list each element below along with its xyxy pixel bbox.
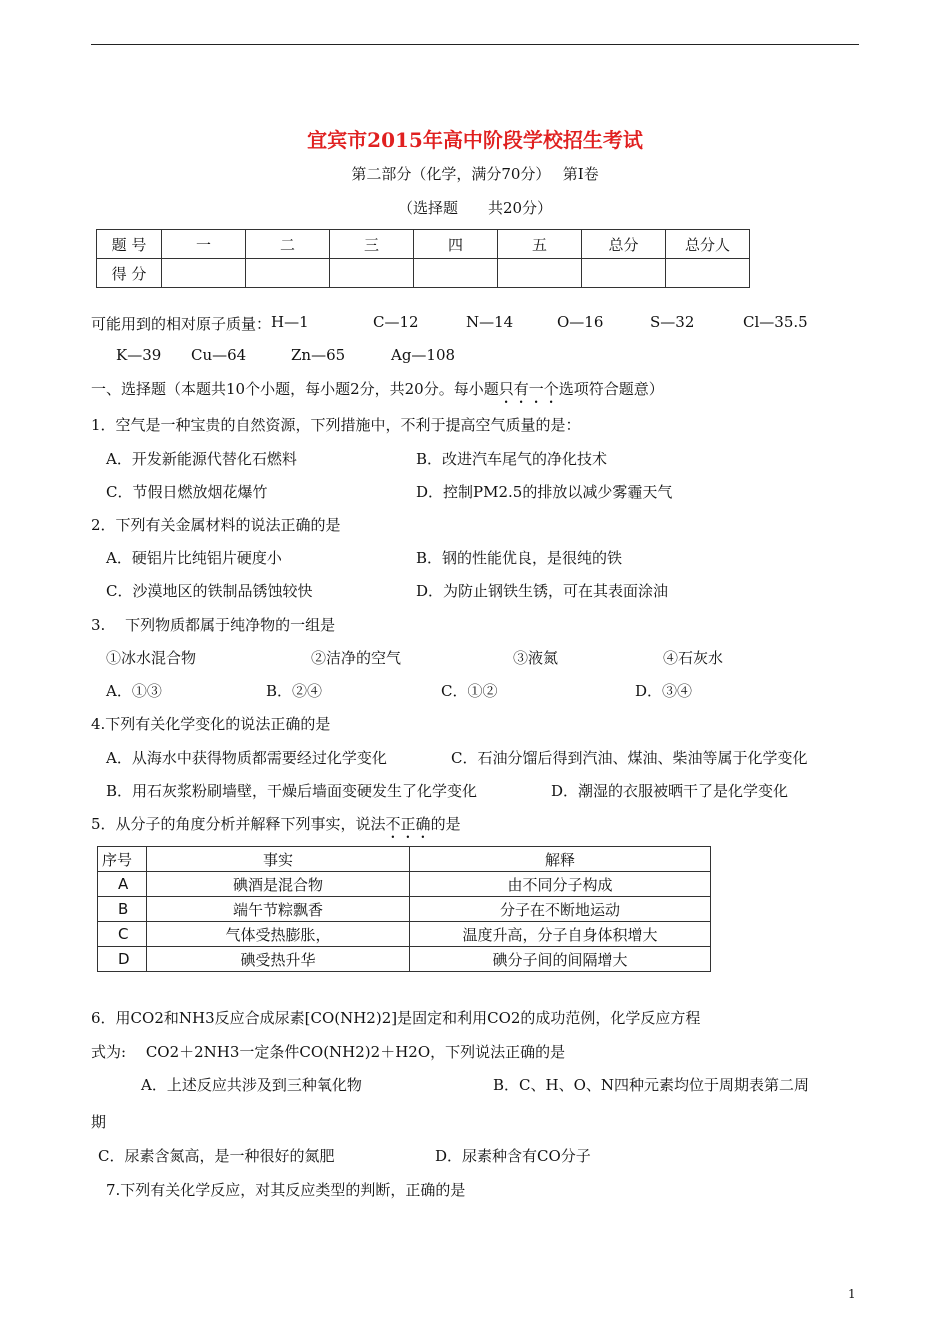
q6-stem-line2: 式为: CO2＋2NH3一定条件CO(NH2)2＋H2O，下列说法正确的是 [91, 1043, 566, 1061]
page-number: 1 [848, 1287, 856, 1301]
q2-stem: 2．下列有关金属材料的说法正确的是 [91, 516, 341, 534]
atomic-mass-c: C—12 [373, 313, 419, 331]
q5-row-seq: D [98, 947, 147, 972]
q1-option-c: C．节假日燃放烟花爆竹 [106, 483, 268, 501]
q3-option-b: B．②④ [266, 682, 323, 700]
q6-stem-line1: 6．用CO2和NH3反应合成尿素[CO(NH2)2]是固定和利用CO2的成功范例，化学反应方程 [91, 1009, 701, 1027]
q5-table [97, 846, 711, 972]
q3-option-c: C．①② [441, 682, 498, 700]
q5-header-fact: 事实 [147, 847, 410, 872]
atomic-mass-cl: Cl—35.5 [743, 313, 808, 331]
section-heading [91, 378, 664, 407]
score-table [96, 229, 750, 288]
q6-option-b-continued: 期 [91, 1113, 107, 1131]
score-cell-total: 总分 [582, 230, 666, 259]
score-cell-grader: 总分人 [666, 230, 750, 259]
q4-option-c: C．石油分馏后得到汽油、煤油、柴油等属于化学变化 [451, 749, 808, 767]
q5-table-header [98, 847, 711, 872]
q6-option-b: B．C、H、O、N四种元素均位于周期表第二周 [493, 1076, 810, 1094]
q2-option-d: D．为防止钢铁生锈，可在其表面涂油 [416, 582, 669, 600]
q3-item-2: ②洁净的空气 [311, 649, 402, 667]
q5-row-seq: C [98, 922, 147, 947]
atomic-mass-zn: Zn—65 [291, 346, 346, 364]
q4-stem: 4.下列有关化学变化的说法正确的是 [91, 715, 331, 733]
q2-option-b: B．钢的性能优良，是很纯的铁 [416, 549, 623, 567]
score-cell-2: 二 [246, 230, 330, 259]
q5-row-fact: 碘受热升华 [147, 947, 410, 972]
q5-row-seq: A [98, 872, 147, 897]
atomic-mass-cu: Cu—64 [191, 346, 247, 364]
q5-stem-text-end: 的是 [430, 815, 461, 833]
q6-option-c: C．尿素含氮高，是一种很好的氮肥 [98, 1147, 335, 1165]
atomic-mass-n: N—14 [466, 313, 514, 331]
q5-row-fact: 气体受热膨胀， [147, 922, 410, 947]
q5-table-row [98, 897, 711, 922]
atomic-mass-o: O—16 [557, 313, 604, 331]
atomic-mass-k: K—39 [116, 346, 162, 364]
score-cell-label: 题 号 [97, 230, 162, 259]
q5-row-seq: B [98, 897, 147, 922]
q3-option-a: A．①③ [106, 682, 162, 700]
q4-option-d: D．潮湿的衣服被晒干了是化学变化 [551, 782, 789, 800]
score-blank [414, 259, 498, 288]
q3-item-1: ①冰水混合物 [106, 649, 197, 667]
score-blank [582, 259, 666, 288]
atomic-mass-label: 可能用到的相对原子质量： [91, 315, 272, 333]
score-value-row [97, 259, 750, 288]
q5-table-row [98, 922, 711, 947]
q5-table-row [98, 872, 711, 897]
score-cell-3: 三 [330, 230, 414, 259]
q3-stem: 3. 下列物质都属于纯净物的一组是 [91, 616, 336, 634]
q1-option-a: A．开发新能源代替化石燃料 [106, 450, 297, 468]
score-header-row [97, 230, 750, 259]
section-heading-text: 一、选择题（本题共10个小题，每小题2分，共20分。每小题 [91, 380, 499, 398]
score-blank [162, 259, 246, 288]
q5-stem-text: 5．从分子的角度分析并解释下列事实，说法 [91, 815, 386, 833]
q5-table-row [98, 947, 711, 972]
q3-item-3: ③液氮 [513, 649, 559, 667]
top-rule [91, 44, 859, 45]
q1-option-b: B．改进汽车尾气的净化技术 [416, 450, 608, 468]
exam-title: 宜宾市2015年高中阶段学校招生考试 [307, 128, 643, 152]
score-blank [330, 259, 414, 288]
q5-header-seq: 序号 [98, 847, 147, 872]
q6-option-d: D．尿素种含有CO分子 [435, 1147, 591, 1165]
q5-row-fact: 端午节粽飘香 [147, 897, 410, 922]
q5-row-fact: 碘酒是混合物 [147, 872, 410, 897]
q6-option-a: A．上述反应共涉及到三种氧化物 [141, 1076, 362, 1094]
q5-stem-emphasis: 不正确 [385, 815, 431, 833]
atomic-mass-h: H—1 [271, 313, 309, 331]
q5-stem [91, 813, 461, 842]
score-cell-5: 五 [498, 230, 582, 259]
q3-option-d: D．③④ [635, 682, 693, 700]
atomic-mass-ag: Ag—108 [391, 346, 456, 364]
score-row-label: 得 分 [97, 259, 162, 288]
q4-option-a: A．从海水中获得物质都需要经过化学变化 [106, 749, 387, 767]
score-blank [666, 259, 750, 288]
q1-option-d: D．控制PM2.5的排放以减少雾霾天气 [416, 483, 673, 501]
section-info: （选择题 共20分） [397, 199, 553, 217]
score-cell-4: 四 [414, 230, 498, 259]
q2-option-c: C．沙漠地区的铁制品锈蚀较快 [106, 582, 313, 600]
q5-row-explain: 由不同分子构成 [410, 872, 711, 897]
score-cell-1: 一 [162, 230, 246, 259]
q5-row-explain: 分子在不断地运动 [410, 897, 711, 922]
q5-row-explain: 碘分子间的间隔增大 [410, 947, 711, 972]
exam-subtitle: 第二部分（化学，满分70分） 第Ⅰ卷 [351, 165, 599, 183]
score-blank [246, 259, 330, 288]
section-heading-text-end: 选项符合题意） [558, 380, 664, 398]
q3-item-4: ④石灰水 [663, 649, 724, 667]
q7-stem: 7.下列有关化学反应，对其反应类型的判断，正确的是 [106, 1181, 466, 1199]
score-blank [498, 259, 582, 288]
atomic-mass-s: S—32 [650, 313, 695, 331]
section-heading-emphasis: 只有一个 [498, 380, 559, 398]
q1-stem: 1．空气是一种宝贵的自然资源，下列措施中，不利于提高空气质量的是： [91, 416, 581, 434]
q5-row-explain: 温度升高，分子自身体积增大 [410, 922, 711, 947]
q2-option-a: A．硬铝片比纯铝片硬度小 [106, 549, 282, 567]
q4-option-b: B．用石灰浆粉刷墙壁，干燥后墙面变硬发生了化学变化 [106, 782, 478, 800]
q5-header-explain: 解释 [410, 847, 711, 872]
